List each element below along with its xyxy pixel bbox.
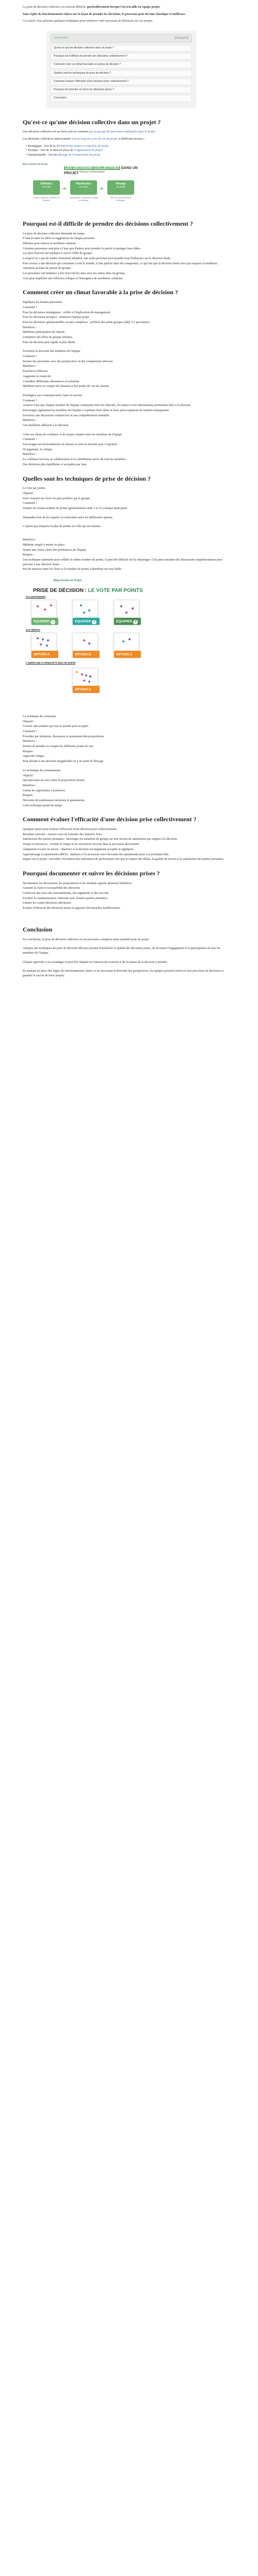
spacer <box>23 389 232 393</box>
section-3 <box>23 289 232 467</box>
vote-dot <box>46 645 48 647</box>
box-description: Organisation, ressources, budget et planning <box>69 196 98 201</box>
text-line: En conclusion, la prise de décision collective est un processus complexe mais essentiel pour un projet. <box>23 938 150 941</box>
text-line: Cette technique prend du temps. <box>23 804 63 807</box>
text-line: Favorisez la diversité des membres de l'équipe <box>23 350 80 353</box>
vote-dot <box>125 612 127 614</box>
table-of-contents <box>46 31 196 107</box>
vote-dot <box>88 681 90 683</box>
vote-dot <box>128 638 131 640</box>
box-description: Enjeux, objectifs, périmètre et livrables <box>33 196 60 201</box>
vote-dot <box>47 639 49 641</box>
vote-dot <box>83 612 85 614</box>
infographic-title <box>64 166 149 176</box>
section-body <box>23 938 232 978</box>
option-card <box>72 633 98 657</box>
vote-dot <box>40 643 42 646</box>
text-line: Une technique optimisée pour refléter le même nombre de points, il peut être difficile de les départager. Cela peut entraîner des discussions supplémentaires pour parvenir à une décision finale. <box>23 558 222 566</box>
text-line: Une meilleure adhésion à la décision <box>23 424 69 428</box>
option-card <box>114 633 139 657</box>
team-card <box>114 600 139 624</box>
title-part: PRISE DE DÉCISION : <box>33 587 88 594</box>
text-line: Chaque approche a ses avantages et peut être adaptée en fonction du contexte et de la nature de la décision à prendre. <box>23 960 168 964</box>
text: , à différents niveaux : <box>117 137 146 141</box>
text-line: Favorisez une discussion constructive et une compréhension mutuelle. <box>23 414 110 417</box>
vote-dot <box>44 608 46 611</box>
winner-card <box>72 668 98 692</box>
paragraph <box>23 137 232 142</box>
level-box <box>33 180 60 195</box>
spacer <box>23 942 232 946</box>
vote-dot <box>37 605 39 607</box>
box-sub: du projet <box>42 185 51 189</box>
title-part: LE VOTE PAR POINTS <box>88 587 143 594</box>
text-line: Risques : <box>23 750 35 753</box>
vote-dot <box>37 637 39 639</box>
list-item <box>26 153 232 158</box>
text-line: Objectif : <box>23 492 35 495</box>
vote-dot <box>132 607 134 609</box>
text-line: Documentez les discussions, les propositions et les résultats apporte plusieurs bénéfices : <box>23 882 133 885</box>
spacer <box>23 710 232 714</box>
vote-dot <box>83 639 85 641</box>
team-card <box>31 600 57 624</box>
text-line: Méthode simple à mettre en place <box>23 543 65 547</box>
text-line: Demandez-leur de les répartir ou concentrer entre les différentes options. <box>23 516 114 519</box>
text-line: Apprentissage et ajustements (REX) : analysez si le processus suivi nécessite des ajustements pour vos prochains bâti. <box>23 853 169 856</box>
label-text: ÉQUIPIER <box>116 619 133 623</box>
text-line: Le technique du consentement <box>23 769 61 772</box>
infographic-subtitle: Niveaux d'intervention <box>79 170 105 174</box>
spacer <box>23 429 232 432</box>
paragraph <box>23 130 232 134</box>
section-4 <box>23 476 232 572</box>
text: Une décision collective est un choix pris en commun <box>23 130 89 134</box>
text-line: Impliquez les bonnes personnes <box>23 301 62 304</box>
option-label <box>73 651 100 658</box>
text-line: Pour arriver à une décision qui convienne à tout le monde, il faut parfois faire des compromis, ce qui fait que la décision finale n'est pas toujours la meilleure. <box>23 262 218 265</box>
section-label: Les options <box>26 628 41 632</box>
intro-bold: Sans règles de fonctionnement claires sur la façon de prendre les décisions, le processus peut devenir <box>23 12 156 16</box>
text-line: Ni jugement, ni critique <box>23 448 53 451</box>
toc-item[interactable]: Pourquoi est-il difficile de prendre des décisions collectivement ? <box>51 53 192 60</box>
text-line: Prise de décision plus rapide et plus fluide <box>23 341 75 344</box>
text-line: Encouragez également les membres de l'équipe à exprimer leurs idées et leurs préoccupations de manière transparente <box>23 409 169 412</box>
spacer <box>23 534 232 537</box>
toc-item[interactable]: Quelles sont les techniques de prise de décision ? <box>51 70 192 77</box>
text-line: Comment ? <box>23 355 37 359</box>
logo: Bleu Gestion de Projet <box>23 162 48 165</box>
text-line: Meilleure participation de chacun. <box>23 331 66 334</box>
text-line: Faire ressortir les choix les plus préférés par le groupe <box>23 497 90 500</box>
text-line: Satisfaction des parties prenantes : interrogez les membres du groupe sur leur niveau de satisfaction par rapport à la décision. <box>23 838 178 841</box>
text-line: Trouver une solution qui tout le monde peut accepter. <box>23 725 89 728</box>
list-item <box>26 148 232 153</box>
box-title: Pilotage <box>116 182 126 185</box>
text-line: Comment ? <box>23 399 37 402</box>
text-line: Adoptez des techniques de prise de décision efficaces permet d'améliorer la qualité des décisions prises, de favoriser l'engagement et la participation de tous les membres de l'équipe. <box>23 947 220 955</box>
text-line: Comment ? <box>23 438 37 442</box>
text-line: Incluez des personnes avec des perspectives et des compétences diverses <box>23 360 113 363</box>
link[interactable]: l'organisation du projet <box>74 149 103 152</box>
intro-bold: particulièrement lorsque l'on travaille en équipe projet. <box>87 6 160 9</box>
label-text: OPTION <box>34 652 46 656</box>
text-line: Il faut écouter les idées et suggestions de chaque personne <box>23 237 95 241</box>
spacer <box>23 520 232 524</box>
section-label: L'option qui a remporté le plus de points <box>26 661 76 665</box>
infographic-title <box>33 587 143 595</box>
vote-dot <box>120 605 122 607</box>
link[interactable]: par un groupe de personnes impliquées dans le projet <box>89 130 155 134</box>
bullet-list <box>26 144 232 158</box>
spacer <box>23 765 232 768</box>
text-line: Bénéfices : <box>23 365 37 368</box>
toc-item[interactable]: Comment créer un climat favorable à la prise de décision ? <box>51 61 192 68</box>
intro <box>23 5 232 24</box>
option-letter: A <box>47 652 50 656</box>
intro-paragraph-3: Cet article vous présente quelques techniques pour renforcer votre processus de décisions sur vos projets. <box>23 20 153 23</box>
vote-dot <box>88 642 90 645</box>
section-body <box>23 827 232 862</box>
text-line: Peut aboutir à une décision inapplicable ou à un point de blocage. <box>23 760 104 764</box>
text-line: Pour les décisions tactiques : réunissez l'équipe projet <box>23 316 89 319</box>
text-line: Évaluer l'efficacité des décisions prises et apporter d'éventuelles modifications. <box>23 907 121 910</box>
option-letter: B <box>88 652 91 656</box>
arrow-right-icon: ➜ <box>99 185 104 192</box>
text-line: Le confiance favorise la collaboration et la contribution active de tous les membres. <box>23 458 127 462</box>
team-label <box>73 618 100 625</box>
spacer <box>23 530 232 533</box>
toc-item[interactable]: Comment évaluer l'efficacité d'une décision prise collectivement ? <box>51 78 192 85</box>
text-line: Nécessite de nombreuses itérations et ajustements. <box>23 799 86 802</box>
text: Les décisions collectives interviennent <box>23 137 72 141</box>
option-letter: C <box>130 652 133 656</box>
text-line: Cela peut empêcher une réflexion critique et l'émergence de meilleures solutions. <box>23 277 124 280</box>
section-body <box>23 300 232 467</box>
text-line: Temps et ressources : évaluez le temps et les ressources investis dans le processus décisionnel. <box>23 843 140 846</box>
toc-title: Sommaire <box>54 37 69 40</box>
text-line: Bénéfices : <box>23 538 37 542</box>
team-label <box>114 618 141 625</box>
text-line: Considère différentes alternatives et solutions <box>23 380 79 383</box>
option-label <box>73 686 100 693</box>
box-title: Définition <box>40 182 53 185</box>
toc-item[interactable]: Conclusion <box>51 95 192 101</box>
option-card <box>31 633 57 657</box>
box-title: Planification <box>76 182 91 185</box>
text-line: Bénéfices : <box>23 453 37 456</box>
arrow-right-icon: ➜ <box>62 185 67 192</box>
vote-dot <box>122 640 124 642</box>
box-description: Suivi de l'avancement et arbitrages <box>110 196 132 201</box>
toc-toggle[interactable]: [masquer] <box>174 37 188 40</box>
text: Tactique : lors de la mise en place de <box>27 149 74 152</box>
title-part: DANS UN PROJET <box>64 166 138 175</box>
text-line: Adaptation et suivi en œuvre : observez si la décision est largement acceptée et appliquée. <box>23 848 134 851</box>
section-body <box>23 232 232 281</box>
section-2 <box>23 221 232 281</box>
spacer <box>23 965 232 969</box>
text-line: Procédez par itérations, discussion et ajustement des propositions. <box>23 735 105 738</box>
text-line: Attention au biais de pensée de groupe : <box>23 267 73 270</box>
text-line: Lorsqu'il n'y a pas de leader clairement identifié, une seule personne peut prendre trop d'influence sur la décision finale. <box>23 257 171 260</box>
list-item <box>26 144 232 149</box>
option-label <box>31 651 58 658</box>
text-line: Impact sur le projet : surveillez l'évolution des indicateurs de performance tels que le respect des délais, la qualité du travail et la satisfaction des parties prenantes. <box>23 858 224 861</box>
infographic-vote <box>23 577 149 703</box>
vote-dot <box>85 674 87 676</box>
article <box>0 0 258 994</box>
section-5 <box>23 816 232 862</box>
text-line: Objectif : <box>23 720 35 723</box>
spacer <box>23 956 232 960</box>
text-line: Que personne ne soit contre la proposition choisie. <box>23 779 86 783</box>
toc-list <box>51 45 192 102</box>
text-line: Enrichit la réflexion <box>23 370 48 374</box>
toc-header[interactable] <box>51 34 192 43</box>
spacer <box>23 345 232 349</box>
text-line: Meilleure prise en compte des besoins et des points de vue de chacun. <box>23 385 109 388</box>
section-4-continued <box>23 710 232 808</box>
text-line: Garantir la clarté et la traçabilité des décisions <box>23 887 80 890</box>
section-title: Pourquoi documenter et suivre les décisions prises ? <box>23 869 160 877</box>
vote-dot <box>80 604 82 606</box>
section-label: Les participants <box>26 595 46 599</box>
section-title: Pourquoi est-il difficile de prendre des décisions collectivement ? <box>23 219 193 227</box>
link[interactable]: tout au long du cycle de vie du projet <box>71 137 118 141</box>
text-line: Certaines personnes sont plus à l'aise que d'autres pour prendre la parole et partager leurs idées. <box>23 247 141 250</box>
section-1 <box>23 119 232 158</box>
text-line: Pour les décisions stratégiques : veillez à l'implication du management <box>23 311 110 314</box>
text-line: Le vote par points <box>23 487 45 490</box>
text-line: Des décisions plus équilibrées et acceptées par tous. <box>23 463 87 466</box>
text-line: Pour les décisions opérationnelles ou peu complexes : préférez des petits groupes (déjà 3-5 personnes) <box>23 320 150 324</box>
vote-dot <box>42 638 44 640</box>
text-line: Comment ? <box>23 502 37 505</box>
section-7 <box>23 926 232 978</box>
text-line: Quelques pistes pour évaluer l'efficacité d'une décision prise collectivement : <box>23 828 118 832</box>
intro-bold: chaotique et inefficace. <box>155 12 186 16</box>
section-body <box>23 486 232 572</box>
label-text: ÉQUIPIER <box>75 619 91 623</box>
text-line: La technique du consensus <box>23 715 56 718</box>
text-line: Limite les oppositions a posteriori <box>23 789 65 792</box>
text-line: Assurez-vous que chaque membre de l'équipe comprenne bien les objectifs, les enjeux et les informations pertinentes liées à la décision <box>23 404 191 408</box>
star-icon: ★ <box>75 669 79 674</box>
label-text: ÉQUIPIER <box>34 619 50 623</box>
label-text: OPTION <box>75 687 88 691</box>
text-line: Bénéfices : <box>23 326 37 329</box>
option-letter: A <box>88 687 91 691</box>
link[interactable]: pilotage de l'avancement du projet <box>57 154 101 157</box>
toc-item[interactable]: Pourquoi documenter et suivre les décisions prises ? <box>51 87 192 93</box>
vote-dot <box>83 680 85 682</box>
section-body <box>23 710 232 808</box>
section-title: Conclusion <box>23 925 53 933</box>
label-text: OPTION <box>75 652 88 656</box>
vote-dot <box>81 673 83 675</box>
title-part: LES DÉCISIONS COLLECTIVES <box>65 166 120 170</box>
vote-dot <box>89 675 91 677</box>
text-line: Peu de nuances entre les choix si le nombre de points à distribuer est trop faible. <box>23 568 122 571</box>
text-line: Résultats concrets : assurez-vous de l'atteinte des objectifs fixés. <box>23 833 103 836</box>
text-line: Limitation des effets de groupe néfastes. <box>23 336 73 340</box>
text-line: Augmente la créativité <box>23 375 51 378</box>
text: . <box>155 130 156 134</box>
text-line: Bénéfices : <box>23 784 37 787</box>
text: Opérationnelle : lors du <box>27 154 58 157</box>
intro-text: La prise de décision collective est souvent difficile, <box>23 6 87 9</box>
team-number: 3 <box>133 620 138 624</box>
text-line: Comment ? <box>23 306 37 309</box>
box-sub: du projet <box>79 185 88 189</box>
spacer <box>23 512 232 515</box>
link[interactable]: définition des enjeux et objectifs du projet <box>56 144 109 148</box>
box-sub: du projet <box>116 185 125 189</box>
option-label <box>114 651 141 658</box>
logo: Blog Gestion de Projet <box>54 579 82 582</box>
section-title: Quelles sont les techniques de prise de décision ? <box>23 474 151 482</box>
text-line: Les plus réservés ont tendance à suivre l'effet de groupe. <box>23 252 93 256</box>
team-number: 1 <box>51 620 55 624</box>
level-box <box>107 180 134 195</box>
section-6 <box>23 870 232 911</box>
text-line: Comment ? <box>23 730 37 733</box>
team-card <box>72 600 98 624</box>
toc-item[interactable]: Qu'est-ce qu'une décision collective dans un projet ? <box>51 45 192 52</box>
vote-dot <box>88 609 90 612</box>
text-line: Objectif : <box>23 774 35 777</box>
text-line: En mettant en place des règles de fonctionnement claires et en favorisant la diversité des perspectives, les équipes peuvent renforcer leur processus de décisions et garantir le succès de leurs projets. <box>23 970 224 978</box>
text: Stratégique : lors de la <box>27 144 57 148</box>
text-line: Bénéfices : <box>23 740 37 743</box>
team-label <box>31 618 58 625</box>
text-line: Encouragez un environnement où chacun se sent en sécurité pour s'exprimer <box>23 443 118 447</box>
level-box <box>70 180 97 195</box>
section-body <box>23 882 232 911</box>
intro-paragraph-2 <box>23 12 232 17</box>
text-line: Faciliter la communication cohérente avec d'autres parties prenantes. <box>23 896 108 900</box>
section-title: Comment évaluer l'efficacité d'une décision prise collectivement ? <box>23 816 197 823</box>
text-line: Donne une vision claire des préférences de l'équipe <box>23 548 87 552</box>
text-line: Privilégiez une communication claire et ouverte <box>23 394 83 397</box>
text-line: La prise de décision collective demande du temps : <box>23 232 86 235</box>
section-title: Qu'est-ce qu'une décision collective dans un projet ? <box>23 118 161 126</box>
text-line: Débattre pour trouver la meilleure solution. <box>23 242 77 245</box>
label-text: OPTION <box>116 652 129 656</box>
team-number: 2 <box>92 620 96 624</box>
section-title: Comment créer un climat favorable à la prise de décision ? <box>23 289 179 296</box>
text-line: Les personnes ont tendance à être d'accord les unes avec les autres dans un groupe. <box>23 272 126 276</box>
text-line: Risques : <box>23 794 35 798</box>
text-line: Permet de prendre en compte les différents points de vue. <box>23 745 94 749</box>
text-line: Donner un certain nombre de points (généralement entre 3 et 5) à chaque participant <box>23 507 127 511</box>
text-line: Risques : <box>23 553 35 557</box>
text-line: Créez un climat de confiance et de respect mutuel entre les membres de l'équipe <box>23 433 122 436</box>
text-line: Approche longue <box>23 755 44 758</box>
text-line: Conserver une trace des raisonnements, des arguments et des accords <box>23 892 109 895</box>
vote-dot <box>50 604 52 606</box>
intro-paragraph-1 <box>23 5 232 10</box>
text-line: Limiter les contre-décisions ultérieures <box>23 902 71 905</box>
text-line: Bénéfices : <box>23 419 37 422</box>
infographic-levels <box>23 163 149 210</box>
text-line: L'option qui remporte le plus de points est celle qui est retenue. <box>23 525 102 529</box>
